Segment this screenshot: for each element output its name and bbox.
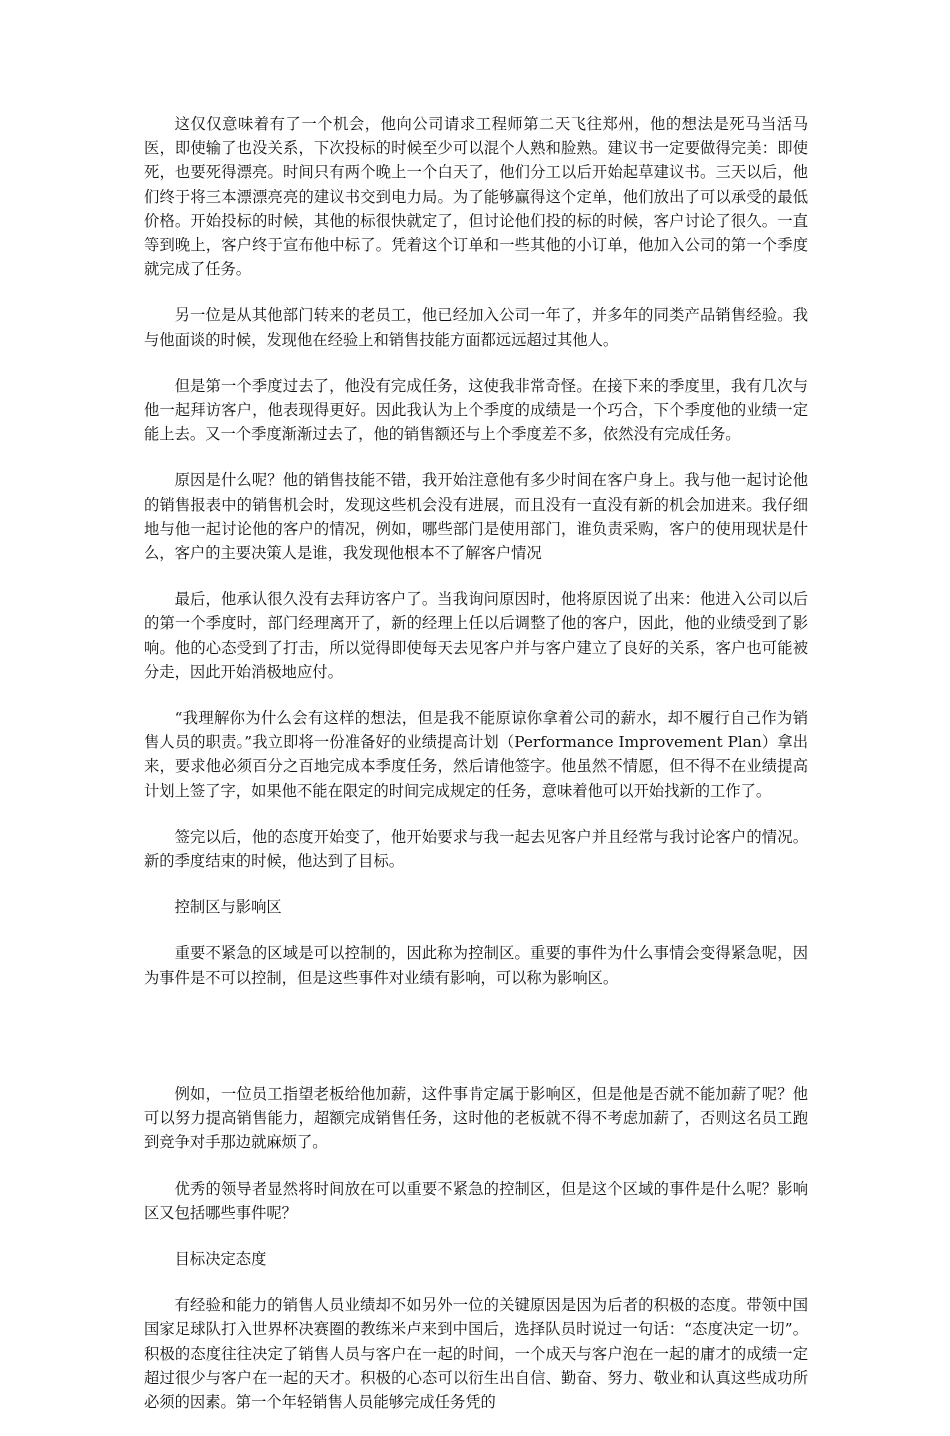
paragraph-2: 另一位是从其他部门转来的老员工，他已经加入公司一年了，并多年的同类产品销售经验。我与他面谈的时候，发现他在经验上和销售技能方面都远远超过其他人。 (144, 306, 808, 349)
paragraph-6: “我理解你为什么会有这样的想法，但是我不能原谅你拿着公司的薪水，却不履行自己作为销售人员的职责。”我立即将一份准备好的业绩提高计划（Performance Improvement Plan）拿出来，要求他必须百分之百地完成本季度任务，然后请他签字。他虽然不情愿，但不得不在业绩提高计划上签了字，如果他不能在限定的时间完成规定的任务，意味着他可以开始找新的工作了。 (144, 709, 808, 800)
paragraph-4: 原因是什么呢？他的销售技能不错，我开始注意他有多少时间在客户身上。我与他一起讨论他的销售报表中的销售机会时，发现这些机会没有进展，而且没有一直没有新的机会加进来。我仔细地与他一起讨论他的客户的情况，例如，哪些部门是使用部门，谁负责采购，客户的使用现状是什么，客户的主要决策人是谁，我发现他根本不了解客户情况 (144, 471, 808, 563)
paragraph-1: 这仅仅意味着有了一个机会，他向公司请求工程师第二天飞往郑州，他的想法是死马当活马医，即使输了也没关系，下次投标的时候至少可以混个人熟和脸熟。建议书一定要做得完美：即使死，也要死得漂亮。时间只有两个晚上一个白天了，他们分工以后开始起草建议书。三天以后，他们终于将三本漂漂亮亮的建议书交到电力局。为了能够赢得这个定单，他们放出了可以承受的最低价格。开始投标的时候，其他的标很快就定了，但讨论他们投的标的时候，客户讨论了很久。一直等到晚上，客户终于宣布他中标了。凭着这个订单和一些其他的小订单，他加入公司的第一个季度就完成了任务。 (144, 115, 808, 279)
document-page (144, 112, 808, 1436)
section-heading-control-zone: 控制区与影响区 (174, 898, 282, 917)
paragraph-attitude: 有经验和能力的销售人员业绩却不如另外一位的关键原因是因为后者的积极的态度。带领中国国家足球队打入世界杯决赛圈的教练米卢来到中国后，选择队员时说过一句话：“态度决定一切”。积极的态度往往决定了销售人员与客户在一起的时间，一个成天与客户泡在一起的庸才的成绩一定超过很少与客户在一起的天才。积极的心态可以衍生出自信、勤奋、努力、敬业和认真这些成功所必须的因素。第一个年轻销售人员能够完成任务凭的 (144, 1296, 808, 1411)
paragraph-control-zone: 重要不紧急的区域是可以控制的，因此称为控制区。重要的事件为什么事情会变得紧急呢，因为事件是不可以控制，但是这些事件对业绩有影响，可以称为影响区。 (144, 944, 808, 987)
paragraph-3: 但是第一个季度过去了，他没有完成任务，这使我非常奇怪。在接下来的季度里，我有几次与他一起拜访客户，他表现得更好。因此我认为上个季度的成绩是一个巧合，下个季度他的业绩一定能上去。又一个季度渐渐过去了，他的销售额还与上个季度差不多，依然没有完成任务。 (144, 376, 808, 444)
section-heading-goal-attitude: 目标决定态度 (174, 1249, 267, 1268)
blank-gap (144, 1012, 808, 1082)
paragraph-5: 最后，他承认很久没有去拜访客户了。当我询问原因时，他将原因说了出来：他进入公司以后的第一个季度时，部门经理离开了，新的经理上任以后调整了他的客户，因此，他的业绩受到了影响。他的心态受到了打击，所以觉得即使每天去见客户并与客户建立了良好的关系，客户也可能被分走，因此开始消极地应付。 (144, 590, 808, 681)
paragraph-7: 签完以后，他的态度开始变了，他开始要求与我一起去见客户并且经常与我讨论客户的情况。新的季度结束的时候，他达到了目标。 (144, 827, 808, 871)
paragraph-leader: 优秀的领导者显然将时间放在可以重要不紧急的控制区，但是这个区域的事件是什么呢？影响区又包括哪些事件呢？ (144, 1179, 808, 1222)
paragraph-example: 例如，一位员工指望老板给他加薪，这件事肯定属于影响区，但是他是否就不能加薪了呢？他可以努力提高销售能力，超额完成销售任务，这时他的老板就不得不考虑加薪了，否则这名员工跑到竞争对手那边就麻烦了。 (144, 1084, 808, 1152)
